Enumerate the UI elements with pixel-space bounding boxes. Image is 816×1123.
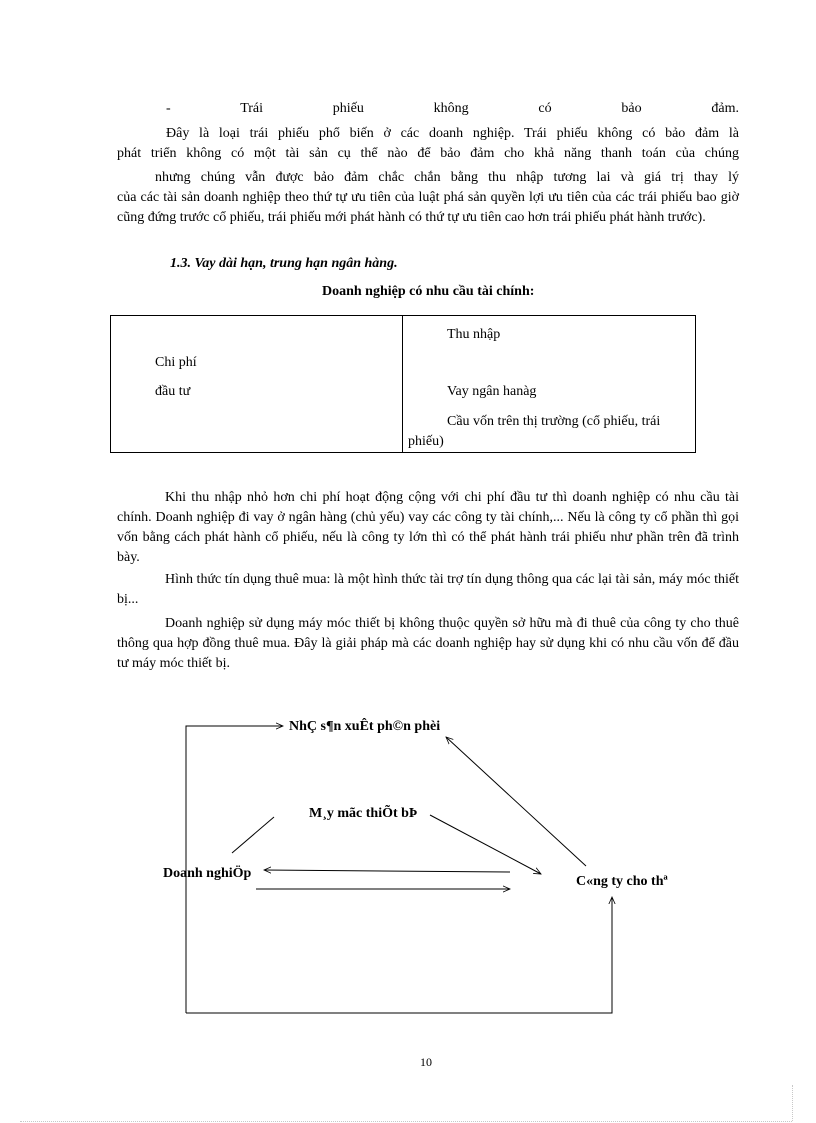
arrow-to-producer — [446, 737, 586, 866]
paragraph: của các tài sản doanh nghiệp theo thứ tự ưu tiên của luật phá sản quyền lợi ưu tiên của các trái phiếu bao giờ cũng đứng trước cổ phiếu, trái phiếu mới phát hành có thứ tự ưu tiên cao hơn trái phiếu phát hành trước). — [117, 190, 739, 225]
bullet-word: đảm. — [711, 101, 739, 116]
bullet-word: có — [538, 101, 552, 116]
table-left-line: đầu tư — [155, 384, 191, 399]
paragraph: Doanh nghiệp sử dụng máy móc thiết bị không thuộc quyền sở hữu mà đi thuê của công ty cho thuê thông qua hợp đồng thuê mua. Đây là giải pháp mà các doanh nghiệp hay sử dụng khi có nhu cầu vốn để đầu tư máy móc thiết bị. — [117, 616, 739, 671]
table-right-item: Vay ngân hanàg — [447, 384, 537, 399]
diagram-label-producer: NhÇ s¶n xuÊt ph©n phèi — [289, 719, 441, 734]
bullet-word: Trái — [240, 101, 264, 116]
arrow-lessor-to-company — [264, 870, 510, 872]
diagram-label-lessor: C«ng ty cho thª — [576, 874, 668, 889]
page-number: 10 — [420, 1055, 432, 1069]
bullet-word: phiếu — [332, 101, 364, 116]
table-caption: Doanh nghiệp có nhu cầu tài chính: — [322, 284, 535, 299]
line-company-to-machine — [232, 817, 274, 853]
page-boundary-bottom — [20, 1121, 792, 1122]
frame-bottom-right — [186, 897, 612, 1013]
paragraph: Hình thức tín dụng thuê mua: là một hình thức tài trợ tín dụng thông qua các lại tài sản, máy móc thiết bị... — [117, 572, 739, 607]
page-boundary-right — [792, 1085, 793, 1121]
diagram-label-machinery: M¸y mãc thiÕt bÞ — [309, 806, 418, 821]
paragraph: Khi thu nhập nhỏ hơn chi phí hoạt động cộng với chi phí đầu tư thì doanh nghiệp có nhu cầu tài chính. Doanh nghiệp đi vay ở ngân hàng (chủ yếu) vay các công ty tài chính,... Nếu là công ty cổ phần thì gọi vốn bằng cách phát hành cổ phiếu, nếu là công ty lớn thì có thể phát hành trái phiếu như phần trên đã trình bày. — [117, 490, 739, 565]
table-right-item: Thu nhập — [447, 327, 501, 342]
diagram-label-company: Doanh nghiÖp — [163, 866, 252, 881]
bullet-word: bảo — [621, 101, 642, 116]
arrow-machine-to-lessor — [430, 815, 541, 874]
paragraph-line: phát triển không có một tài sản cụ thể nào để bảo đảm cho khả năng thanh toán của chúng — [117, 146, 739, 161]
bullet-word: không — [433, 101, 469, 116]
section-heading: 1.3. Vay dài hạn, trung hạn ngân hàng. — [170, 256, 398, 271]
paragraph-line: Đây là loại trái phiếu phổ biến ở các doanh nghiệp. Trái phiếu không có bảo đảm là — [166, 126, 739, 141]
bullet-dash: - — [166, 101, 171, 116]
table-right-item: Cầu vốn trên thị trường (cổ phiếu, trái phiếu) — [408, 414, 661, 449]
paragraph-line: nhưng chúng vẫn được bảo đảm chắc chắn bằng thu nhập tương lai và giá trị thay lý — [155, 170, 739, 185]
table-left-line: Chi phí — [155, 355, 197, 370]
